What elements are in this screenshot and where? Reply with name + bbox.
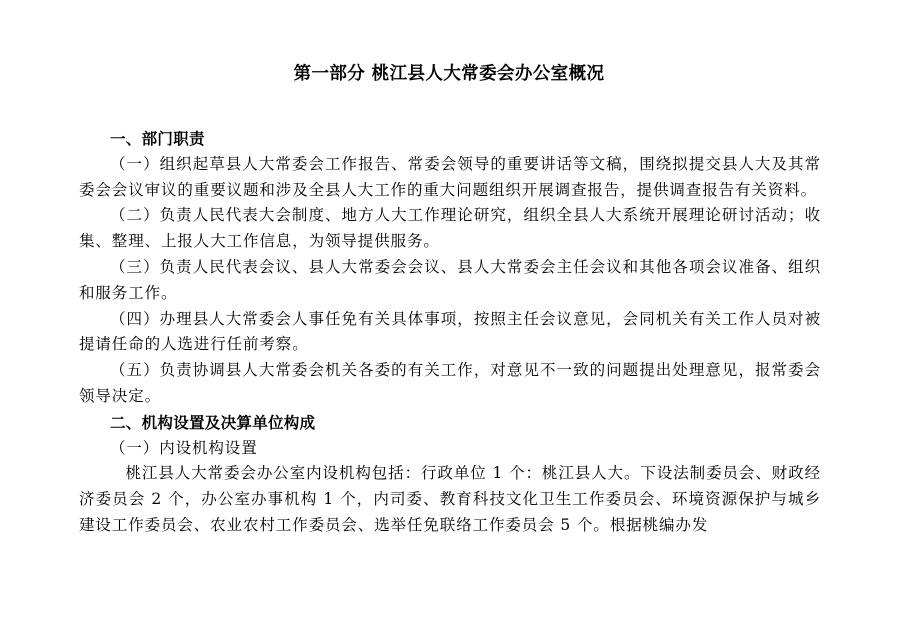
structure-paragraph: 桃江县人大常委会办公室内设机构包括：行政单位 1 个：桃江县人大。下设法制委员会、财政经济委员会 2 个，办公室办事机构 1 个，内司委、教育科技文化卫生工作委员会、环境资源保护与城乡建设工作委员会、农业农村工作委员会、选举任免联络工作委员会 5 个。根据桃编办发 <box>79 464 821 534</box>
section-heading-duties: 一、部门职责 <box>110 129 205 148</box>
page-title: 第一部分 桃江县人大常委会办公室概况 <box>293 64 605 84</box>
document-body <box>79 126 821 539</box>
subsection-heading-internal: （一）内设机构设置 <box>110 438 258 457</box>
duty-item-2: （二）负责人民代表大会制度、地方人大工作理论研究，组织全县人大系统开展理论研讨活动；收集、整理、上报人大工作信息，为领导提供服务。 <box>79 206 821 251</box>
duty-item-5: （五）负责协调县人大常委会机关各委的有关工作，对意见不一致的问题提出处理意见，报常委会领导决定。 <box>79 361 821 405</box>
duty-item-1: （一）组织起草县人大常委会工作报告、常委会领导的重要讲话等文稿，围绕拟提交县人大及其常委会会议审议的重要议题和涉及全县人大工作的重大问题组织开展调查报告，提供调查报告有关资料。 <box>79 154 821 199</box>
duty-item-3: （三）负责人民代表会议、县人大常委会会议、县人大常委会主任会议和其他各项会议准备、组织和服务工作。 <box>79 257 821 302</box>
section-heading-structure: 二、机构设置及决算单位构成 <box>110 412 316 432</box>
duty-item-4: （四）办理县人大常委会人事任免有关具体事项，按照主任会议意见，会同机关有关工作人员对被提请任命的人选进行任前考察。 <box>79 309 821 354</box>
